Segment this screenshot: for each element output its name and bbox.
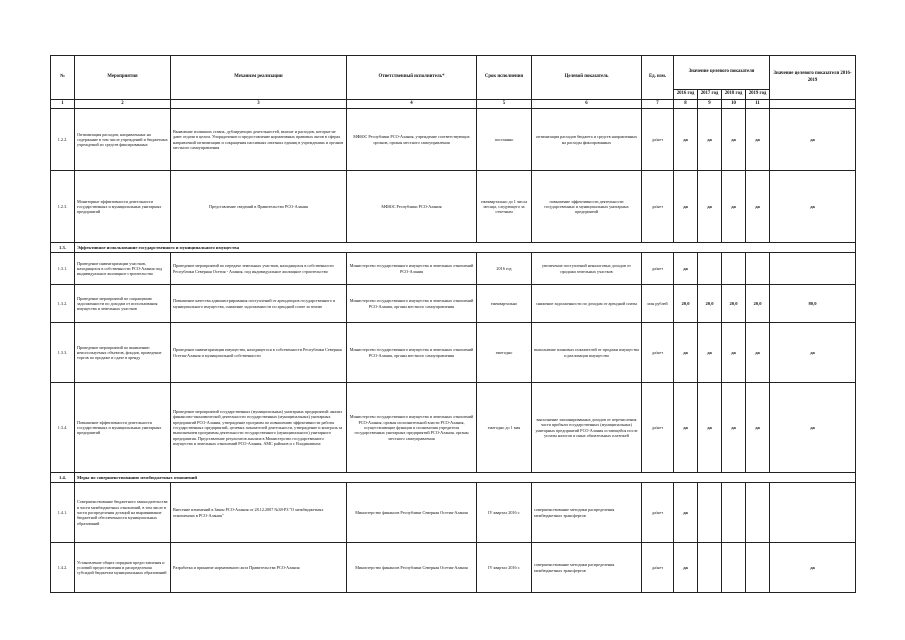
row-value-2019 <box>746 543 770 593</box>
table-row <box>51 285 856 323</box>
row-event: Проведение инвентаризации участков, находящихся в собственности РСО-Алания под индивидуальное жилищное строительство <box>75 253 171 285</box>
row-num: 1.4.1. <box>51 483 75 543</box>
row-value-2017: да <box>698 171 722 243</box>
row-value-final <box>770 483 856 543</box>
row-value-2017: 20,0 <box>698 285 722 323</box>
header-indicator: Целевой показатель <box>532 56 642 100</box>
row-event: Оптимизация расходов, направленных на содержание в том числе учреждений и бюджетных учреждений из средств фиксированных <box>75 109 171 171</box>
row-mechanism: Проведение мероприятий государственных (муниципальных) унитарных предприятий: анализ финансово-экономической деятельности государственных (муниципальных) унитарных предприятий РСО-Алания, утверждение программ по повышению эффективности работы государственных предприятий, целевых показателей деятельности, утверждение и контроль за выполнением программы деятельности государственного (муниципального) унитарного предприятия. Представление результатов анализа в Министерство государственного имущества и земельных отношений РСО-Алания, АМС районов и г. Владикавказа <box>171 383 347 473</box>
header-mechanism: Механизм реализации <box>171 56 347 100</box>
row-responsible: МФЮС Республики РСО-Алания, учреждение соответствующих органов, органы местного самоуправления <box>347 109 477 171</box>
row-value-final: да <box>770 171 856 243</box>
row-value-final: 80,0 <box>770 285 856 323</box>
row-value-2016: да <box>674 171 698 243</box>
table-row <box>51 109 856 171</box>
row-event: Совершенствование бюджетного законодательства в части межбюджетных отношений, в том числе в части распределения дотаций на выравнивание бюджетной обеспеченности муниципальных образований <box>75 483 171 543</box>
row-unit: да/нет <box>642 171 674 243</box>
colnum: 8 <box>674 100 698 109</box>
row-unit: да/нет <box>642 253 674 285</box>
header-values-group: Значение целевого показателя <box>674 56 770 90</box>
row-value-2016: да <box>674 483 698 543</box>
header-num: № <box>51 56 75 100</box>
row-indicator: выполнение запланированных доходов от перечисления части прибыли государственных (муниципальных) унитарных предприятий РСО-Алания остающейся после уплаты налогов и иных обязательных платежей <box>532 383 642 473</box>
section-row <box>51 243 856 253</box>
section-title: Эффективное использование государственного и муниципального имущества <box>75 243 856 253</box>
row-value-2017: да <box>698 383 722 473</box>
colnum: 7 <box>642 100 674 109</box>
row-mechanism: Разработка и принятие нормативного акта Правительства РСО-Алания <box>171 543 347 593</box>
row-value-2019 <box>746 253 770 285</box>
document-page <box>50 55 855 593</box>
section-title: Меры по совершенствованию межбюджетных отношений <box>75 473 856 483</box>
row-deadline: ежеквартально <box>477 285 532 323</box>
colnum: 2 <box>75 100 171 109</box>
colnum: 9 <box>698 100 722 109</box>
row-responsible: Министерство государственного имущества и земельных отношений РСО-Алания, органы местного самоуправления <box>347 285 477 323</box>
row-unit: млн рублей <box>642 285 674 323</box>
row-deadline: 2016 год <box>477 253 532 285</box>
header-year-2019: 2019 год <box>746 90 770 100</box>
row-value-2018: да <box>722 323 746 383</box>
row-indicator: увеличение поступлений неналоговых доходов от продажи земельных участков <box>532 253 642 285</box>
row-deadline: IV квартал 2016 г. <box>477 543 532 593</box>
row-value-2017 <box>698 253 722 285</box>
row-value-2018 <box>722 483 746 543</box>
row-value-2018 <box>722 543 746 593</box>
row-value-final: да <box>770 383 856 473</box>
header-deadline: Срок исполнения <box>477 56 532 100</box>
row-mechanism: Внесение изменений в Закон РСО-Алания от 28.12.2007 №38-РЗ "О межбюджетных отношениях в РСО-Алания" <box>171 483 347 543</box>
row-value-2017 <box>698 483 722 543</box>
header-year-2018: 2018 год <box>722 90 746 100</box>
header-unit: Ед. изм. <box>642 56 674 100</box>
row-value-final: да <box>770 323 856 383</box>
row-mechanism: Выявление излишних ставок, дублирующих деятельностей, выплат и расходов, которые не дают отдачи в целом. Упорядочение и предоставление нормативных правовых актов в сферах направлений оптимизации и сокращения пассивных штатных единиц в учреждениях и органов местного самоуправления <box>171 109 347 171</box>
row-event: Мониторинг эффективности деятельности государственных и муниципальных унитарных предприятий <box>75 171 171 243</box>
row-responsible: Министерство государственного имущества и земельных отношений РСО-Алания, органы исполнительной власти РСО-Алания, осуществляющие функции и полномочия учредителя государственных унитарных предприятий РСО-Алания, органы местного самоуправления <box>347 383 477 473</box>
row-num: 1.2.2. <box>51 109 75 171</box>
row-value-2017 <box>698 543 722 593</box>
row-num: 1.3.2. <box>51 285 75 323</box>
row-value-2019 <box>746 483 770 543</box>
section-num: 1.3. <box>51 243 75 253</box>
row-num: 1.4.2. <box>51 543 75 593</box>
colnum <box>770 100 856 109</box>
column-numbers-row <box>51 100 856 109</box>
row-value-2017: да <box>698 109 722 171</box>
row-mechanism: Проведение мероприятий по передаче земельных участков, находящихся в собственности Республики Северная Осетия - Алания, под индивидуальное жилищное строительство <box>171 253 347 285</box>
row-value-2019: да <box>746 383 770 473</box>
row-mechanism: Повышение качества администрирования поступлений от арендаторов государственного и муниципального имущества, снижение задолженности по арендной плате за землю <box>171 285 347 323</box>
colnum: 5 <box>477 100 532 109</box>
row-indicator: совершенствование методики распределения межбюджетных трансфертов <box>532 483 642 543</box>
row-num: 1.3.3. <box>51 323 75 383</box>
row-value-2019: да <box>746 323 770 383</box>
row-value-2016: да <box>674 543 698 593</box>
row-value-2016: 20,0 <box>674 285 698 323</box>
header-responsible: Ответственный исполнитель* <box>347 56 477 100</box>
row-deadline: ежеквартально до 1 числа месяца, следующего за отчетным <box>477 171 532 243</box>
row-unit: да/нет <box>642 383 674 473</box>
row-deadline: постоянно <box>477 109 532 171</box>
row-indicator: повышение эффективности деятельности государственных и муниципальных унитарных предприятий <box>532 171 642 243</box>
row-responsible: Министерство финансов Республики Северная Осетия-Алания <box>347 483 477 543</box>
row-deadline: ежегодно <box>477 323 532 383</box>
row-num: 1.2.3. <box>51 171 75 243</box>
row-indicator: снижение задолженности по доходам от арендной платы <box>532 285 642 323</box>
colnum: 3 <box>171 100 347 109</box>
row-unit: да/нет <box>642 323 674 383</box>
row-value-2017: да <box>698 323 722 383</box>
row-responsible: Министерство государственного имущества и земельных отношений РСО-Алания <box>347 253 477 285</box>
row-unit: да/нет <box>642 543 674 593</box>
section-row <box>51 473 856 483</box>
table-row <box>51 323 856 383</box>
row-event: Проведение мероприятий по выявлению неиспользуемых объектов, фондов, проведение торгов по продаже и сдаче в аренду <box>75 323 171 383</box>
row-event: Проведение мероприятий по сокращению задолженности по доходам от использования имущества и земельных участков <box>75 285 171 323</box>
row-deadline: IV квартал 2016 г. <box>477 483 532 543</box>
row-unit: да/нет <box>642 483 674 543</box>
row-deadline: ежегодно до 1 мая <box>477 383 532 473</box>
row-value-2018: да <box>722 109 746 171</box>
table-row <box>51 383 856 473</box>
row-value-2016: да <box>674 253 698 285</box>
row-indicator: совершенствование методики распределения межбюджетных трансфертов <box>532 543 642 593</box>
row-mechanism: Проведение инвентаризации имущества, находящегося в собственности Республики Северная Осетия-Алания и муниципальной собственности <box>171 323 347 383</box>
row-value-final: да <box>770 109 856 171</box>
table-row <box>51 543 856 593</box>
header-year-2016: 2016 год <box>674 90 698 100</box>
row-value-2016: да <box>674 109 698 171</box>
colnum: 10 <box>722 100 746 109</box>
row-value-2018: да <box>722 171 746 243</box>
row-responsible: Министерство государственного имущества и земельных отношений РСО-Алания, органы местного самоуправления <box>347 323 477 383</box>
row-value-final: да <box>770 543 856 593</box>
table-row <box>51 171 856 243</box>
row-mechanism: Представление сведений в Правительство РСО-Алания <box>171 171 347 243</box>
row-indicator: оптимизация расходов бюджета и средств направленных на расходы фиксированных <box>532 109 642 171</box>
table-row <box>51 483 856 543</box>
header-event: Мероприятия <box>75 56 171 100</box>
row-value-2018: 20,0 <box>722 285 746 323</box>
colnum: 6 <box>532 100 642 109</box>
row-value-2018: да <box>722 383 746 473</box>
header-final: Значение целевого показателя 2016-2019 <box>770 56 856 100</box>
row-value-2018 <box>722 253 746 285</box>
row-num: 1.3.4. <box>51 383 75 473</box>
row-event: Установление общих порядков предоставления и условий предоставления и распределения субсидий бюджетам муниципальных образований <box>75 543 171 593</box>
section-num: 1.4. <box>51 473 75 483</box>
plan-table <box>50 55 856 593</box>
header-year-2017: 2017 год <box>698 90 722 100</box>
colnum: 11 <box>746 100 770 109</box>
row-value-2019: да <box>746 171 770 243</box>
row-event: Повышение эффективности деятельности государственных и муниципальных унитарных предприятий <box>75 383 171 473</box>
row-value-final <box>770 253 856 285</box>
table-row <box>51 253 856 285</box>
row-num: 1.3.1. <box>51 253 75 285</box>
row-responsible: МФЮС Республики РСО-Алания <box>347 171 477 243</box>
row-indicator: выполнение плановых показателей от продажи имущества и реализации имущества <box>532 323 642 383</box>
row-value-2016: да <box>674 323 698 383</box>
colnum: 4 <box>347 100 477 109</box>
row-value-2019: да <box>746 109 770 171</box>
colnum: 1 <box>51 100 75 109</box>
row-unit: да/нет <box>642 109 674 171</box>
row-responsible: Министерство финансов Республики Северная Осетия-Алания <box>347 543 477 593</box>
row-value-2016: да <box>674 383 698 473</box>
row-value-2019: 20,0 <box>746 285 770 323</box>
